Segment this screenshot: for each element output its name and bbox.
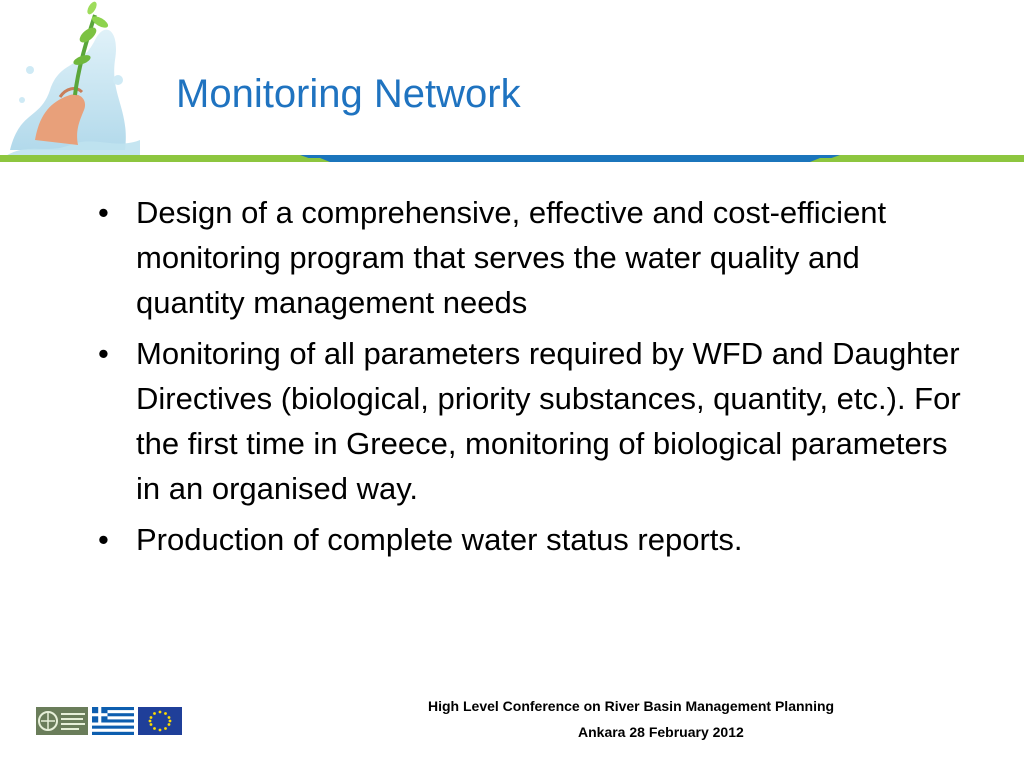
bullet-item: [96, 190, 976, 325]
slide-title: Monitoring Network: [176, 72, 521, 116]
bullet-marker: •: [98, 336, 109, 371]
eu-flag-icon: [138, 707, 182, 735]
water-plant-hand-icon: [0, 0, 140, 165]
header-divider: [0, 155, 1024, 169]
bullet-text: Production of complete water status reports.: [136, 522, 743, 557]
bullet-marker: •: [98, 195, 109, 230]
bullet-text: Design of a comprehensive, effective and cost-efficient monitoring program that serves the water quality and quantity management needs: [136, 195, 887, 320]
bullet-text: Monitoring of all parameters required by WFD and Daughter Directives (biological, priority substances, quantity, etc.). For the first time in Greece, monitoring of biological parameters in an organised way.: [136, 336, 961, 506]
footer-conference-title: High Level Conference on River Basin Management Planning: [428, 698, 835, 714]
bullet-marker: •: [98, 522, 109, 557]
bullet-item: [96, 331, 976, 511]
footer-date: Ankara 28 February 2012: [578, 724, 744, 740]
ministry-logo: [36, 707, 88, 735]
footer-logos: [36, 705, 186, 737]
bullet-list: [96, 190, 976, 568]
bullet-item: [96, 517, 976, 562]
greece-flag-icon: [92, 707, 134, 735]
